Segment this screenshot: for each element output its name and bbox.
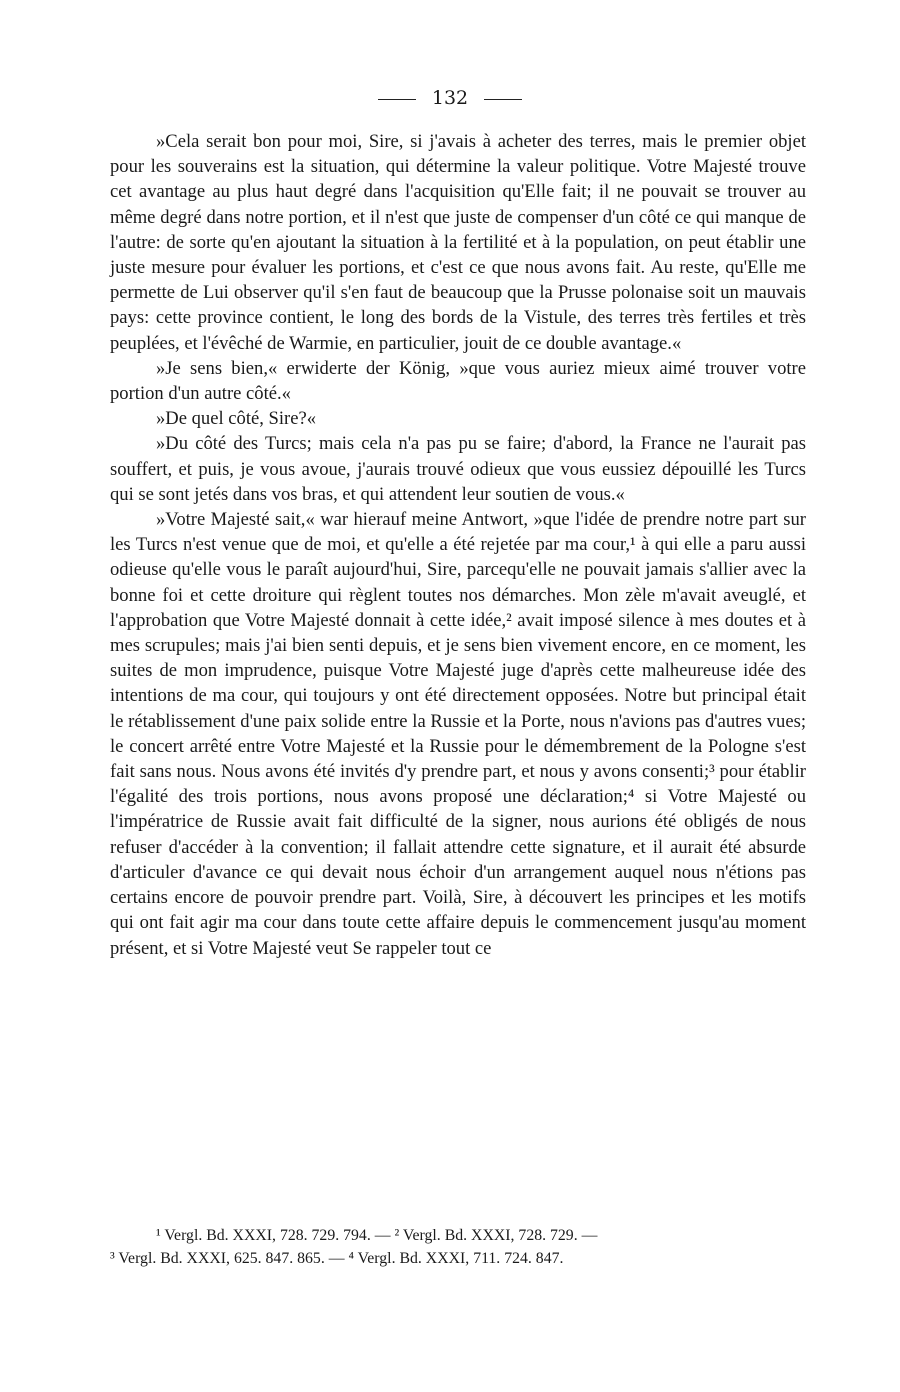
footnote-line: ¹ Vergl. Bd. XXXI, 728. 729. 794. — ² Vergl. Bd. XXXI, 728. 729. — <box>156 1227 598 1244</box>
footnotes <box>110 1224 806 1270</box>
paragraph: »De quel côté, Sire?« <box>156 408 317 430</box>
footnote-line: ³ Vergl. Bd. XXXI, 625. 847. 865. — ⁴ Vergl. Bd. XXXI, 711. 724. 847. <box>110 1250 564 1267</box>
page-number: 132 <box>431 87 469 109</box>
header-dash-right <box>484 99 522 100</box>
paragraph: »Du côté des Turcs; mais cela n'a pas pu se faire; d'abord, la France ne l'aurait pas souffert, et puis, je vous avoue, j'aurais trouvé odieux que vous eussiez dépouillé les Turcs qui se sont jetés dans vos bras, et qui attendent leur soutien de vous.« <box>110 433 806 505</box>
body-text <box>110 129 806 961</box>
page-header <box>0 86 900 110</box>
paragraph: »Cela serait bon pour moi, Sire, si j'avais à acheter des terres, mais le premier objet pour les souverains est la situation, qui détermine la valeur politique. Votre Majesté trouve cet avantage au plus haut degré dans l'acquisition qu'Elle fait; il ne pouvait se trouver au même degré dans notre portion, et il n'est que juste de compenser d'un côté ce qui manque de l'autre: de sorte qu'en ajoutant la situation à la fertilité et à la population, on peut établir une juste mesure pour évaluer les portions, et c'est ce que nous avons fait. Au reste, qu'Elle me permette de Lui observer qu'il s'en faut de beaucoup que la Prusse polonaise soit un mauvais pays: cette province contient, le long des bords de la Vistule, des terres très fertiles et très peuplées, et l'évêché de Warmie, en particulier, jouit de ce double avantage.« <box>110 131 806 354</box>
paragraph: »Je sens bien,« erwiderte der König, »que vous auriez mieux aimé trouver votre portion d'un autre côté.« <box>110 357 806 405</box>
paragraph: »Votre Majesté sait,« war hierauf meine Antwort, »que l'idée de prendre notre part sur les Turcs n'est venue que de moi, et qu'elle a été rejetée par ma cour,¹ à qui elle a paru aussi odieuse qu'elle vous le paraît aujourd'hui, Sire, parcequ'elle ne pouvait jamais s'allier avec la bonne foi et cette droiture qui règlent toutes nos démarches. Mon zèle m'avait aveuglé, et l'approbation que Votre Majesté donnait à cette idée,² avait imposé silence à mes doutes et à mes scrupules; mais j'ai bien senti depuis, et je sens bien vivement encore, en ce moment, les suites de mon imprudence, puisque Votre Majesté juge d'après cette malheureuse idée des intentions de ma cour, qui toujours y ont été directement opposées. Notre but principal était le rétablissement d'une paix solide entre la Russie et la Porte, nous n'avions pas d'autres vues; le concert arrêté entre Votre Majesté et la Russie pour le démembrement de la Pologne s'est fait sans nous. Nous avons été invités d'y prendre part, et nous y avons consenti;³ pour établir l'égalité des trois portions, nous avons proposé une déclaration;⁴ si Votre Majesté ou l'impératrice de Russie avait fait difficulté de la signer, nous aurions été obligés de nous refuser d'accéder à la convention; il fallait attendre cette signature, et il aurait été absurde d'articuler d'avance ce qui devait nous échoir d'un arrangement auquel nous n'étions pas certains encore de pouvoir prendre part. Voilà, Sire, à découvert les principes et les motifs qui ont fait agir ma cour dans toute cette affaire depuis le commencement jusqu'au moment présent, et si Votre Majesté veut Se rappeler tout ce <box>110 509 806 959</box>
header-dash-left <box>378 99 416 100</box>
